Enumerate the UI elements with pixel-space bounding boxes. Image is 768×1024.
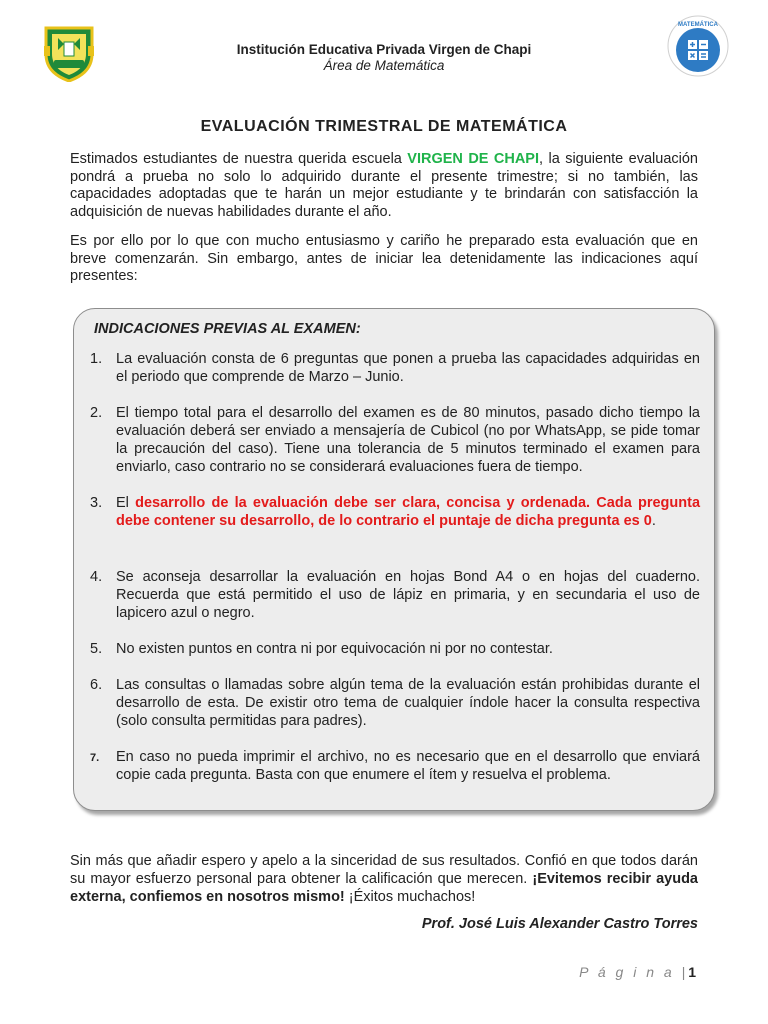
instruction-item-7: 7. En caso no pueda imprimir el archivo, no es necesario que en el desarrollo que enviará copie cada pregunta. Basta con que enumere el ítem y resuelva el problema.	[90, 749, 700, 783]
exam-title: EVALUACIÓN TRIMESTRAL DE MATEMÁTICA	[200, 118, 568, 135]
page-number: 1	[688, 964, 696, 980]
institution-name: Institución Educativa Privada Virgen de Chapi	[236, 42, 532, 57]
math-calculator-logo-icon	[666, 14, 730, 78]
instruction-item-1: 1. La evaluación consta de 6 preguntas que ponen a prueba las capacidades adquiridas en el periodo que comprende de Marzo – Junio.	[90, 351, 700, 385]
instruction-item-2: 2. El tiempo total para el desarrollo del examen es de 80 minutos, pasado dicho tiempo la evaluación deberá ser enviado a mensajería de Cubicol (no por WhatsApp, se pide tomar la precaución del caso). Tiene una tolerancia de 5 minutos terminado el examen para enviarlo, caso contrario no se considerará evaluaciones fuera de tiempo.	[90, 405, 700, 475]
logo-caption: MATEMÁTICA	[678, 22, 718, 28]
closing-paragraph: Sin más que añadir espero y apelo a la sinceridad de sus resultados. Confió en que todos darán su mayor esfuerzo personal para obtener la calificación que merecen. ¡Evitemos recibir ayuda externa, confiemos en nosotros mismo! ¡Éxitos muchachos!	[70, 853, 698, 905]
intro-paragraph-2: Es por ello por lo que con mucho entusiasmo y cariño he preparado esta evaluación que en breve comenzarán. Sin embargo, antes de iniciar lea detenidamente las indicaciones aquí presentes:	[70, 233, 698, 284]
area-name: Área de Matemática	[323, 58, 445, 73]
closing-bold-text: ¡Evitemos recibir ayuda externa, confiemos en nosotros mismo!	[70, 871, 698, 905]
teacher-signature: Prof. José Luis Alexander Castro Torres	[421, 916, 698, 932]
page-footer: P á g i n a |1	[579, 964, 696, 980]
instruction-item-5: 5. No existen puntos en contra ni por equivocación ni por no contestar.	[90, 641, 553, 657]
instruction-warning-text: desarrollo de la evaluación debe ser clara, concisa y ordenada. Cada pregunta debe contener su desarrollo, de lo contrario el puntaje de dicha pregunta es 0	[116, 495, 701, 529]
instruction-item-3: 3. El desarrollo de la evaluación debe ser clara, concisa y ordenada. Cada pregunta debe contener su desarrollo, de lo contrario el puntaje de dicha pregunta es 0.	[90, 495, 701, 529]
intro-paragraph-1: Estimados estudiantes de nuestra querida escuela VIRGEN DE CHAPI, la siguiente evaluación pondrá a prueba no solo lo adquirido durante el presente trimestre; si no también, las capacidades adoptadas que te harán un mejor estudiante y te brindarán con satisfacción la adquisición de nuevas habilidades durante el año.	[70, 151, 698, 220]
instructions-title: INDICACIONES PREVIAS AL EXAMEN:	[94, 321, 361, 337]
school-name-highlight: VIRGEN DE CHAPI	[407, 151, 540, 167]
page-header	[0, 0, 768, 90]
instruction-item-4: 4. Se aconseja desarrollar la evaluación en hojas Bond A4 o en hojas del cuaderno. Recuerda que está permitido el uso de lápiz en primaria, y en secundaria el uso de lapicero azul o negro.	[90, 569, 700, 621]
instruction-item-6: 6. Las consultas o llamadas sobre algún tema de la evaluación están prohibidas durante el desarrollo de esta. De existir otro tema de cualquier índole hacer la consulta respectiva (solo consulta permitidas para padres).	[90, 677, 700, 729]
instructions-box	[73, 308, 715, 811]
